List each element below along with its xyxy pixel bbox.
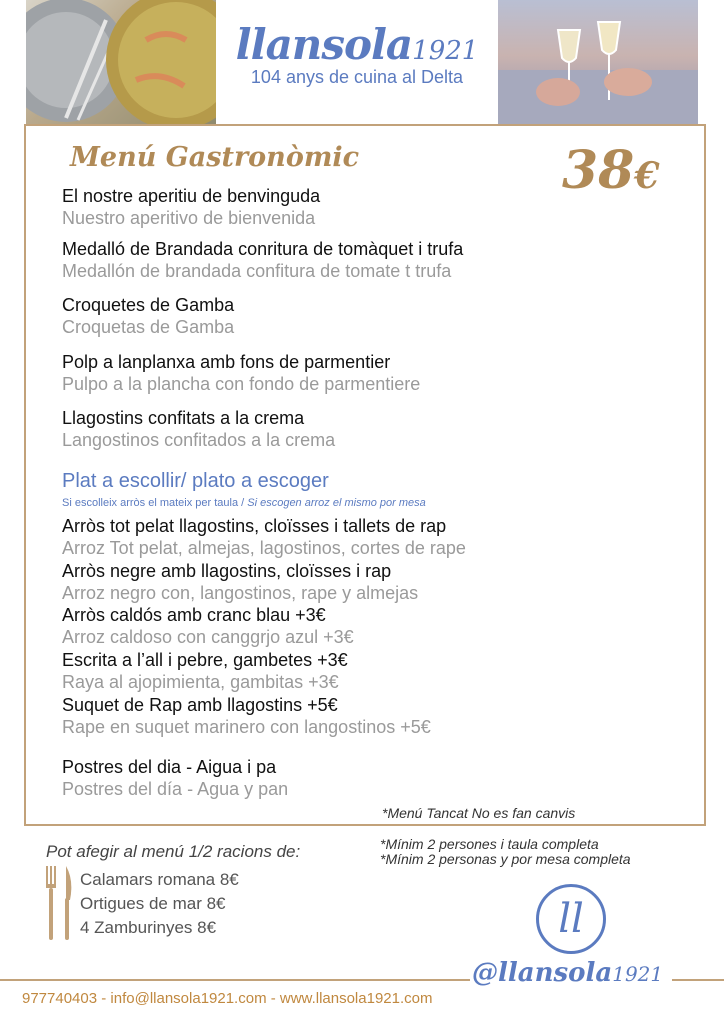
brand-wordmark [216,20,498,69]
divider-line [672,979,724,981]
paella-photo [26,0,216,124]
item-name-es: Pulpo a la plancha con fondo de parmentiere [62,374,421,394]
choice-option [62,649,692,693]
item-name-cat: Croquetes de Gamba [62,295,235,315]
divider-line [0,979,470,981]
choice-heading: Plat a escollir/ plato a escoger [62,470,329,492]
price-value: 38 [562,140,635,201]
menu-item [62,351,692,395]
brand-name: llansola [235,20,413,69]
option-name-cat: Escrita a l’all i pebre, gambetes +3€ [62,650,348,670]
handle-year: 1921 [612,962,664,986]
extras-list [80,868,239,940]
item-name-cat: Llagostins confitats a la crema [62,408,305,428]
item-name-cat: Polp a lanplanxa amb fons de parmentier [62,352,391,372]
option-name-cat: Arròs negre amb llagostins, cloïsses i rap [62,561,392,581]
menu-item [62,407,692,451]
option-name-es: Arroz Tot pelat, almejas, lagostinos, cortes de rape [62,538,466,558]
item-name-cat: Medalló de Brandada conritura de tomàquet i trufa [62,239,464,259]
dessert-item [62,756,692,800]
cutlery-icon [42,864,76,942]
extras-item: Calamars romana 8€ [80,870,239,889]
choice-option [62,515,692,559]
item-name-es: Langostinos confitados a la crema [62,430,336,450]
item-name-es: Medallón de brandada confitura de tomate t trufa [62,261,452,281]
social-handle[interactable] [472,958,663,988]
choice-option [62,604,692,648]
choice-note-es: Si escogen arroz el mismo por mesa [247,497,426,509]
dessert-name-es: Postres del día - Agua y pan [62,779,289,799]
menu-item [62,185,692,229]
choice-option [62,694,692,738]
item-name-es: Nuestro aperitivo de bienvenida [62,208,316,228]
extras-item: Ortigues de mar 8€ [80,894,226,913]
menu-item [62,238,692,282]
menu-title: Menú Gastronòmic [70,142,360,173]
logo-monogram: ll [536,884,606,954]
option-name-es: Raya al ajopimienta, gambitas +3€ [62,672,339,692]
item-name-cat: El nostre aperitiu de benvinguda [62,186,321,206]
dessert-name-cat: Postres del dia - Aigua i pa [62,757,277,777]
option-name-es: Arroz negro con, langostinos, rape y almejas [62,583,419,603]
price-currency: € [634,155,660,197]
extras-item: 4 Zamburinyes 8€ [80,918,217,937]
menu-item [62,294,692,338]
extras-heading: Pot afegir al menú 1/2 racions de: [46,842,301,861]
brand-block [216,20,498,88]
wine-glasses-icon [498,0,698,124]
minimum-note-cat: *Mínim 2 persones i taula completa [380,836,599,852]
option-name-cat: Suquet de Rap amb llagostins +5€ [62,695,338,715]
option-name-es: Arroz caldoso con canggrjo azul +3€ [62,627,354,647]
handle-name: @llansola [472,958,613,988]
choice-option [62,560,692,604]
option-name-cat: Arròs caldós amb cranc blau +3€ [62,605,326,625]
minimum-note-es: *Mínim 2 personas y por mesa completa [380,851,631,867]
option-name-es: Rape en suquet marinero con langostinos +5€ [62,717,431,737]
closed-menu-note: *Menú Tancat No es fan canvis [382,805,576,821]
brand-year: 1921 [412,36,479,66]
choice-note-cat: Si escolleix arròs el mateix per taula / [62,497,248,509]
toast-photo [498,0,698,124]
option-name-cat: Arròs tot pelat llagostins, cloïsses i tallets de rap [62,516,447,536]
contact-footer[interactable]: 977740403 - info@llansola1921.com - www.llansola1921.com [22,990,433,1007]
item-name-es: Croquetas de Gamba [62,317,235,337]
choice-note [62,497,426,509]
brand-tagline: 104 anys de cuina al Delta [250,67,464,87]
plate-icon [26,0,216,124]
